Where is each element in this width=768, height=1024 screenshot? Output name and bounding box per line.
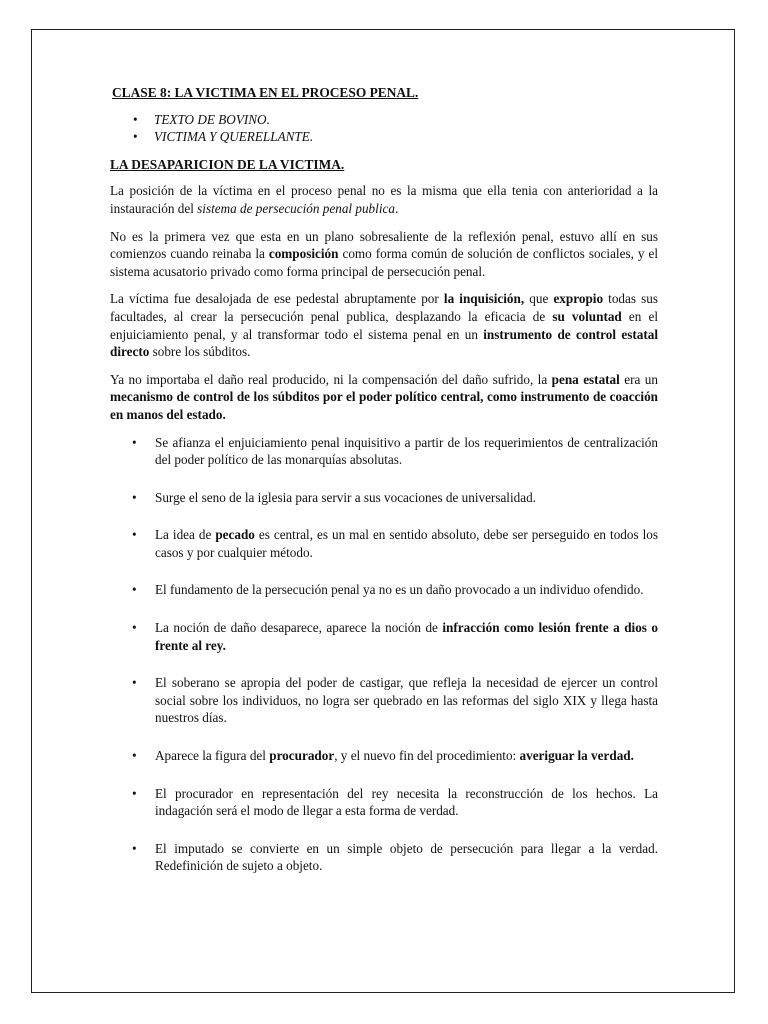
bullet-list: [110, 434, 658, 876]
bullet-item: • Surge el seno de la iglesia para servir a sus vocaciones de universalidad.: [110, 489, 658, 507]
reference-list: [110, 111, 658, 146]
paragraph-4: Ya no importaba el daño real producido, ni la compensación del daño sufrido, la pena estatal era un mecanismo de control de los súbditos por el poder político central, como instrumento de coacción en manos del estado.: [110, 371, 658, 422]
reference-item: • TEXTO DE BOVINO.: [110, 111, 658, 129]
paragraph-3: La víctima fue desalojada de ese pedestal abruptamente por la inquisición, que expropio todas sus facultades, al crear la persecución penal publica, desplazando la eficacia de su voluntad en el enjuiciamiento penal, y al transformar todo el sistema penal en un instrumento de control estatal directo sobre los súbditos.: [110, 291, 658, 360]
paragraph-1: La posición de la víctima en el proceso penal no es la misma que ella tenia con anterioridad a la instauración del sistema de persecución penal publica.: [110, 183, 658, 216]
bullet-item: • El procurador en representación del rey necesita la reconstrucción de los hechos. La indagación será el modo de llegar a esta forma de verdad.: [110, 785, 658, 820]
document-page: [31, 29, 735, 993]
reference-item: • VICTIMA Y QUERELLANTE.: [110, 128, 658, 146]
bullet-item: • La idea de pecado es central, es un mal en sentido absoluto, debe ser perseguido en todos los casos y por cualquier método.: [110, 526, 658, 561]
class-title: CLASE 8: LA VICTIMA EN EL PROCESO PENAL.: [112, 85, 419, 100]
paragraph-2: No es la primera vez que esta en un plano sobresaliente de la reflexión penal, estuvo allí en sus comienzos cuando reinaba la composición como forma común de solución de conflictos sociales, y el sistema acusatorio privado como forma principal de persecución penal.: [110, 228, 659, 279]
bullet-item: • La noción de daño desaparece, aparece la noción de infracción como lesión frente a dios o frente al rey.: [110, 619, 658, 654]
bullet-item: • El soberano se apropia del poder de castigar, que refleja la necesidad de ejercer un control social sobre los individuos, no logra ser quebrado en las reformas del siglo XIX y llega hasta nuestros días.: [110, 674, 658, 727]
bullet-item: • Aparece la figura del procurador, y el nuevo fin del procedimiento: averiguar la verdad.: [110, 747, 658, 765]
bullet-item: • El imputado se convierte en un simple objeto de persecución para llegar a la verdad. Redefinición de sujeto a objeto.: [110, 840, 658, 875]
document-content: [110, 84, 658, 895]
section-heading: LA DESAPARICION DE LA VICTIMA.: [110, 156, 345, 172]
bullet-item: • El fundamento de la persecución penal ya no es un daño provocado a un individuo ofendido.: [110, 581, 658, 599]
bullet-item: • Se afianza el enjuiciamiento penal inquisitivo a partir de los requerimientos de centralización del poder político de las monarquías absolutas.: [110, 434, 658, 469]
